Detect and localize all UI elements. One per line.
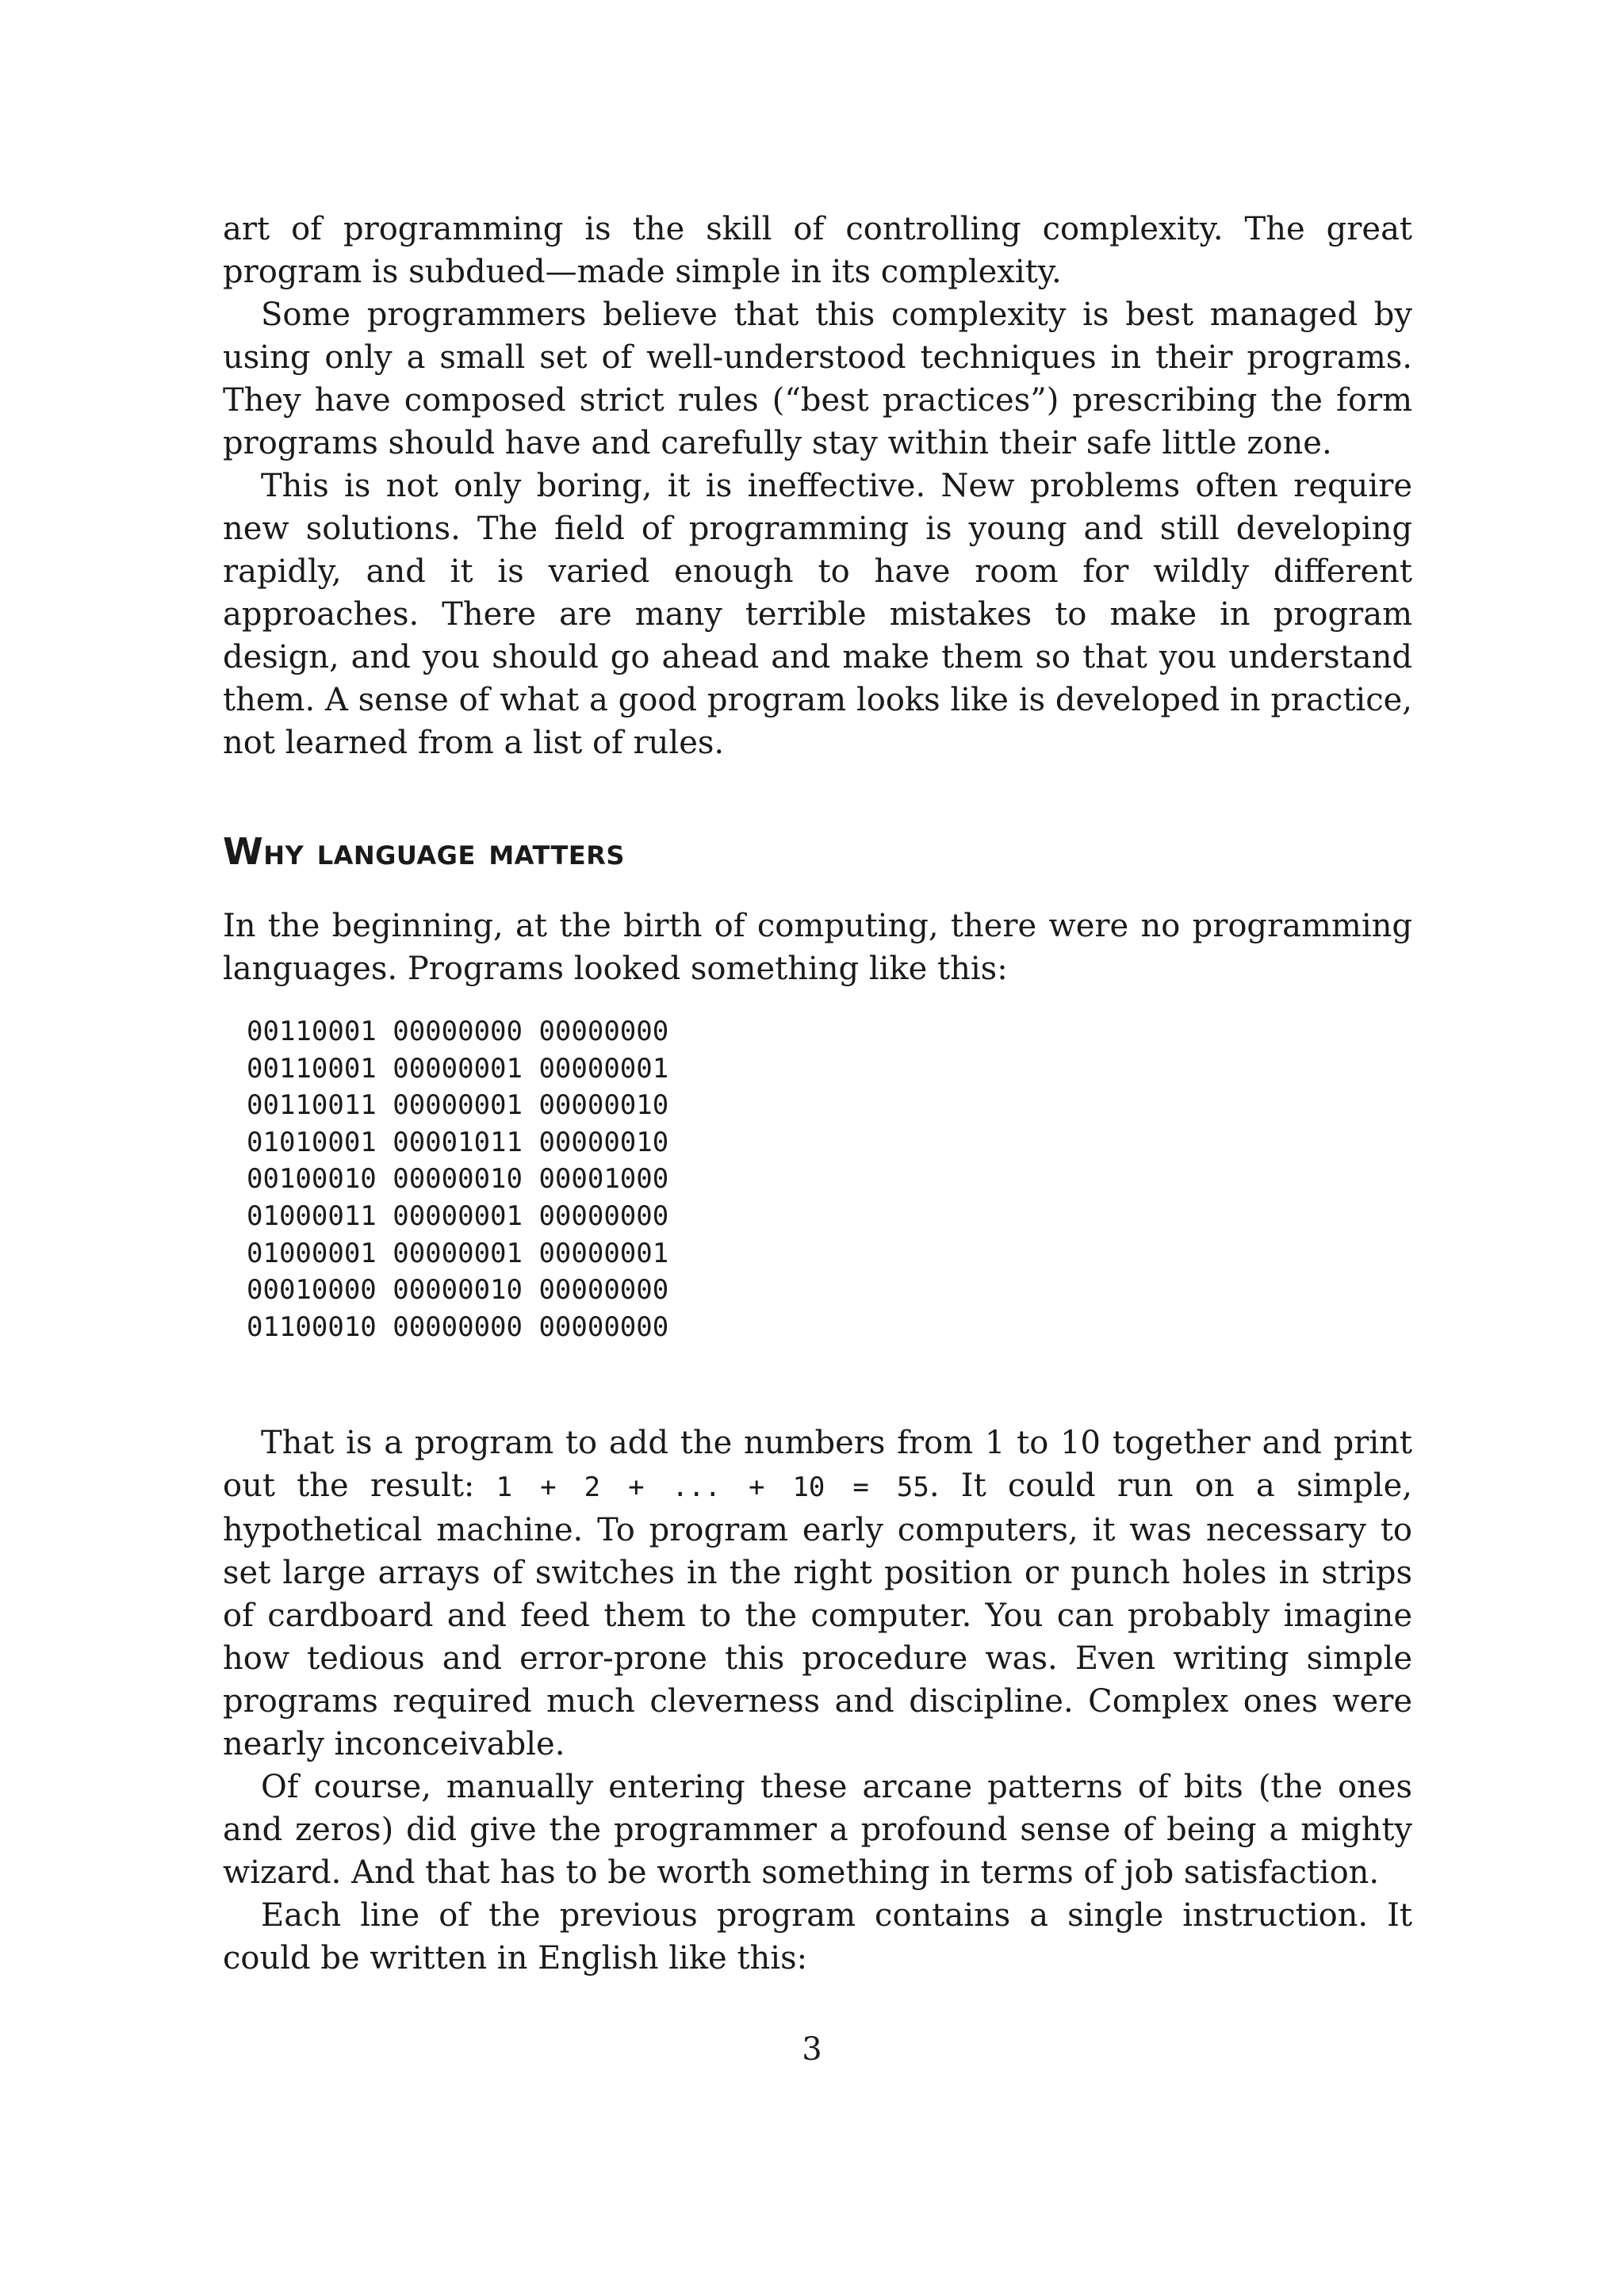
code-line: 00100010 00000010 00001000 xyxy=(247,1163,669,1196)
paragraph-best-practices: Some programmers believe that this complexity is best managed by using only a small set of well-understood techniques in their programs. They have composed strict rules (“best practices”) prescribing the form programs should have and carefully stay within their safe little zone. xyxy=(223,297,1412,461)
explanation-text-start: That is a program to add the numbers from 1 to 10 together and print out the result: xyxy=(223,1425,1412,1505)
code-line: 01000011 00000001 00000000 xyxy=(247,1200,669,1232)
code-line: 00110001 00000000 00000000 xyxy=(247,1016,669,1047)
page-content xyxy=(223,208,1412,1980)
code-line: 01010001 00001011 00000010 xyxy=(247,1126,669,1158)
inline-code-sum: 1 + 2 + ... + 10 = 55 xyxy=(496,1471,929,1504)
paragraph-wizard: Of course, manually entering these arcane patterns of bits (the ones and zeros) did give the programmer a profound sense of being a mighty wizard. And that has to be worth something in terms of job satisfaction. xyxy=(223,1769,1412,1892)
paragraph-ineffective: This is not only boring, it is ineffective. New problems often require new solutions. The field of programming is young and still developing rapidly, and it is varied enough to have room for wildly different approaches. There are many terrible mistakes to make in program design, and you should go ahead and make them so that you understand them. A sense of what a good program looks like is developed in practice, not learned from a list of rules. xyxy=(223,468,1412,761)
explanation-text-end: . It could run on a simple, hypothetical machine. To program early computers, it was necessary to set large arrays of switches in the right position or punch holes in strips of cardboard and feed them to the computer. You can probably imagine how tedious and error-prone this procedure was. Even writing simple programs required much cleverness and discipline. Complex ones were nearly inconceivable. xyxy=(223,1468,1412,1763)
code-line: 01000001 00000001 00000001 xyxy=(247,1237,669,1269)
paragraph-complexity: art of programming is the skill of controlling complexity. The great program is subdued—made simple in its complexity. xyxy=(223,211,1412,290)
binary-code-block xyxy=(247,1013,1412,1345)
paragraph-explanation xyxy=(223,1422,1412,1766)
code-line: 00010000 00000010 00000000 xyxy=(247,1274,669,1307)
page-number: 3 xyxy=(802,2031,822,2068)
code-line: 00110011 00000001 00000010 xyxy=(247,1089,669,1122)
paragraph-intro: In the beginning, at the birth of computing, there were no programming languages. Programs looked something like this: xyxy=(223,908,1412,987)
code-line: 00110001 00000001 00000001 xyxy=(247,1052,669,1085)
paragraph-instruction: Each line of the previous program contains a single instruction. It could be written in English like this: xyxy=(223,1897,1412,1977)
code-line: 01100010 00000000 00000000 xyxy=(247,1311,669,1343)
section-heading: Why language matters xyxy=(223,830,625,873)
